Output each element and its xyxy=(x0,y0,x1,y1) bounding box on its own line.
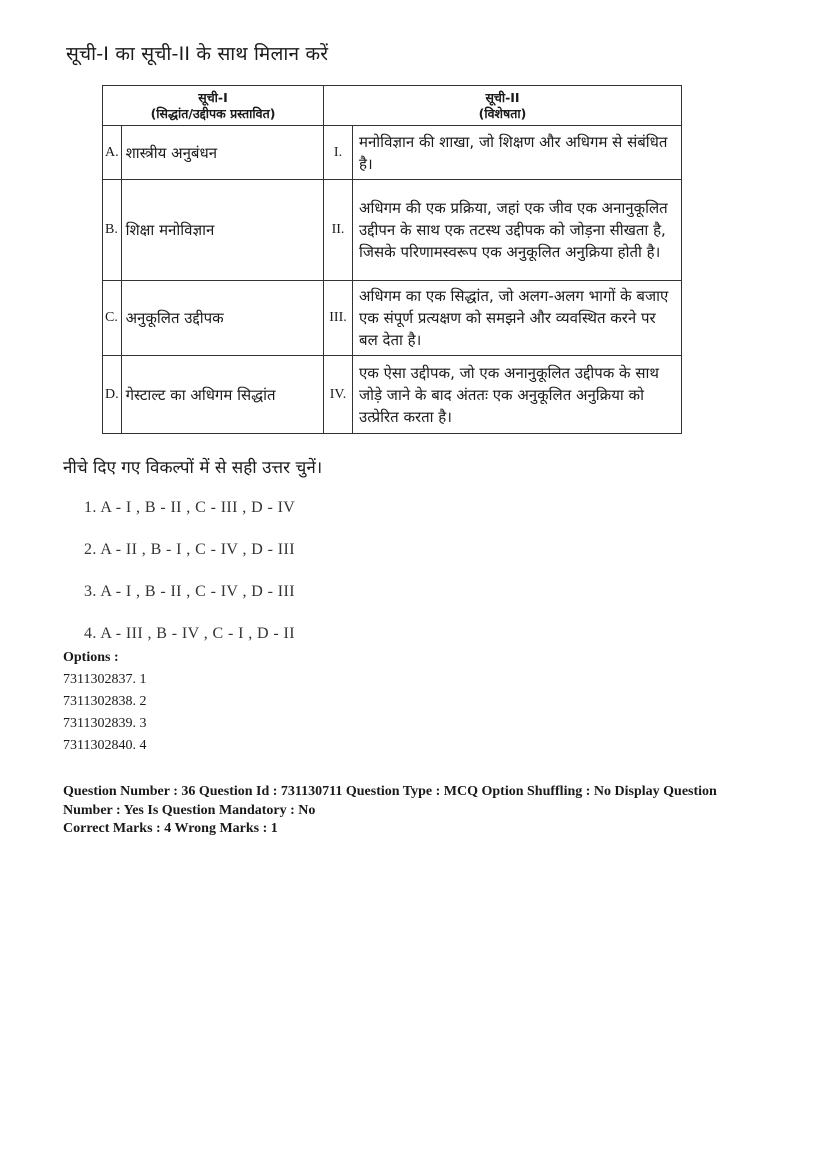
option-id-3: 7311302839. 3 xyxy=(63,716,147,731)
list-1-item: अनुकूलित उद्दीपक xyxy=(121,281,323,356)
option-id-1: 7311302837. 1 xyxy=(63,672,147,687)
question-info-line-2: Number : Yes Is Question Mandatory : No xyxy=(63,802,316,818)
table-row xyxy=(103,126,682,180)
question-info xyxy=(63,783,763,839)
row-letter: A. xyxy=(103,126,122,180)
row-roman: I. xyxy=(324,126,353,180)
list-2-item: एक ऐसा उद्दीपक, जो एक अनानुकूलित उद्दीपक के साथ जोड़े जाने के बाद अंततः एक अनुकूलित अनुक्रिया को उत्प्रेरित करता है। xyxy=(353,356,682,434)
list-2-item: अधिगम का एक सिद्धांत, जो अलग-अलग भागों के बजाए एक संपूर्ण प्रत्यक्षण को समझने और व्यवस्थित करने पर बल देता है। xyxy=(353,281,682,356)
table-row xyxy=(103,356,682,434)
row-roman: IV. xyxy=(324,356,353,434)
table-row xyxy=(103,281,682,356)
row-roman: III. xyxy=(324,281,353,356)
instruction-text: नीचे दिए गए विकल्पों में से सही उत्तर चुनें। xyxy=(63,458,323,478)
answer-choice-1: 1. A - I , B - II , C - III , D - IV xyxy=(84,499,296,516)
match-table xyxy=(102,85,682,434)
row-letter: D. xyxy=(103,356,122,434)
option-id-2: 7311302838. 2 xyxy=(63,694,147,709)
question-info-line-1: Question Number : 36 Question Id : 731130711 Question Type : MCQ Option Shuffling : No Display Question xyxy=(63,784,717,799)
list-1-header-title: सूची-I xyxy=(198,89,228,105)
list-2-item: मनोविज्ञान की शाखा, जो शिक्षण और अधिगम से संबंधित है। xyxy=(353,126,682,180)
list-1-item: शास्त्रीय अनुबंधन xyxy=(121,126,323,180)
options-label: Options : xyxy=(63,650,119,665)
question-info-line-3: Correct Marks : 4 Wrong Marks : 1 xyxy=(63,821,278,836)
list-2-header-title: सूची-II xyxy=(485,89,520,105)
list-2-header-subtitle: (विशेषता) xyxy=(478,105,527,121)
row-roman: II. xyxy=(324,180,353,281)
option-id-4: 7311302840. 4 xyxy=(63,738,147,753)
list-1-header-subtitle: (सिद्धांत/उद्दीपक प्रस्तावित) xyxy=(150,105,276,121)
row-letter: C. xyxy=(103,281,122,356)
list-2-header xyxy=(324,86,682,126)
list-1-item: गेस्टाल्ट का अधिगम सिद्धांत xyxy=(121,356,323,434)
answer-choice-3: 3. A - I , B - II , C - IV , D - III xyxy=(84,583,295,600)
list-1-header xyxy=(103,86,324,126)
answer-choice-4: 4. A - III , B - IV , C - I , D - II xyxy=(84,625,295,642)
question-title: सूची-I का सूची-II के साथ मिलान करें xyxy=(66,43,329,65)
row-letter: B. xyxy=(103,180,122,281)
table-header-row xyxy=(103,86,682,126)
list-2-item: अधिगम की एक प्रक्रिया, जहां एक जीव एक अनानुकूलित उद्दीपन के साथ एक तटस्थ उद्दीपक को जोड़ना सीखता है, जिसके परिणामस्वरूप एक अनुकूलित अनुक्रिया होती है। xyxy=(353,180,682,281)
answer-choice-2: 2. A - II , B - I , C - IV , D - III xyxy=(84,541,295,558)
table-row xyxy=(103,180,682,281)
list-1-item: शिक्षा मनोविज्ञान xyxy=(121,180,323,281)
